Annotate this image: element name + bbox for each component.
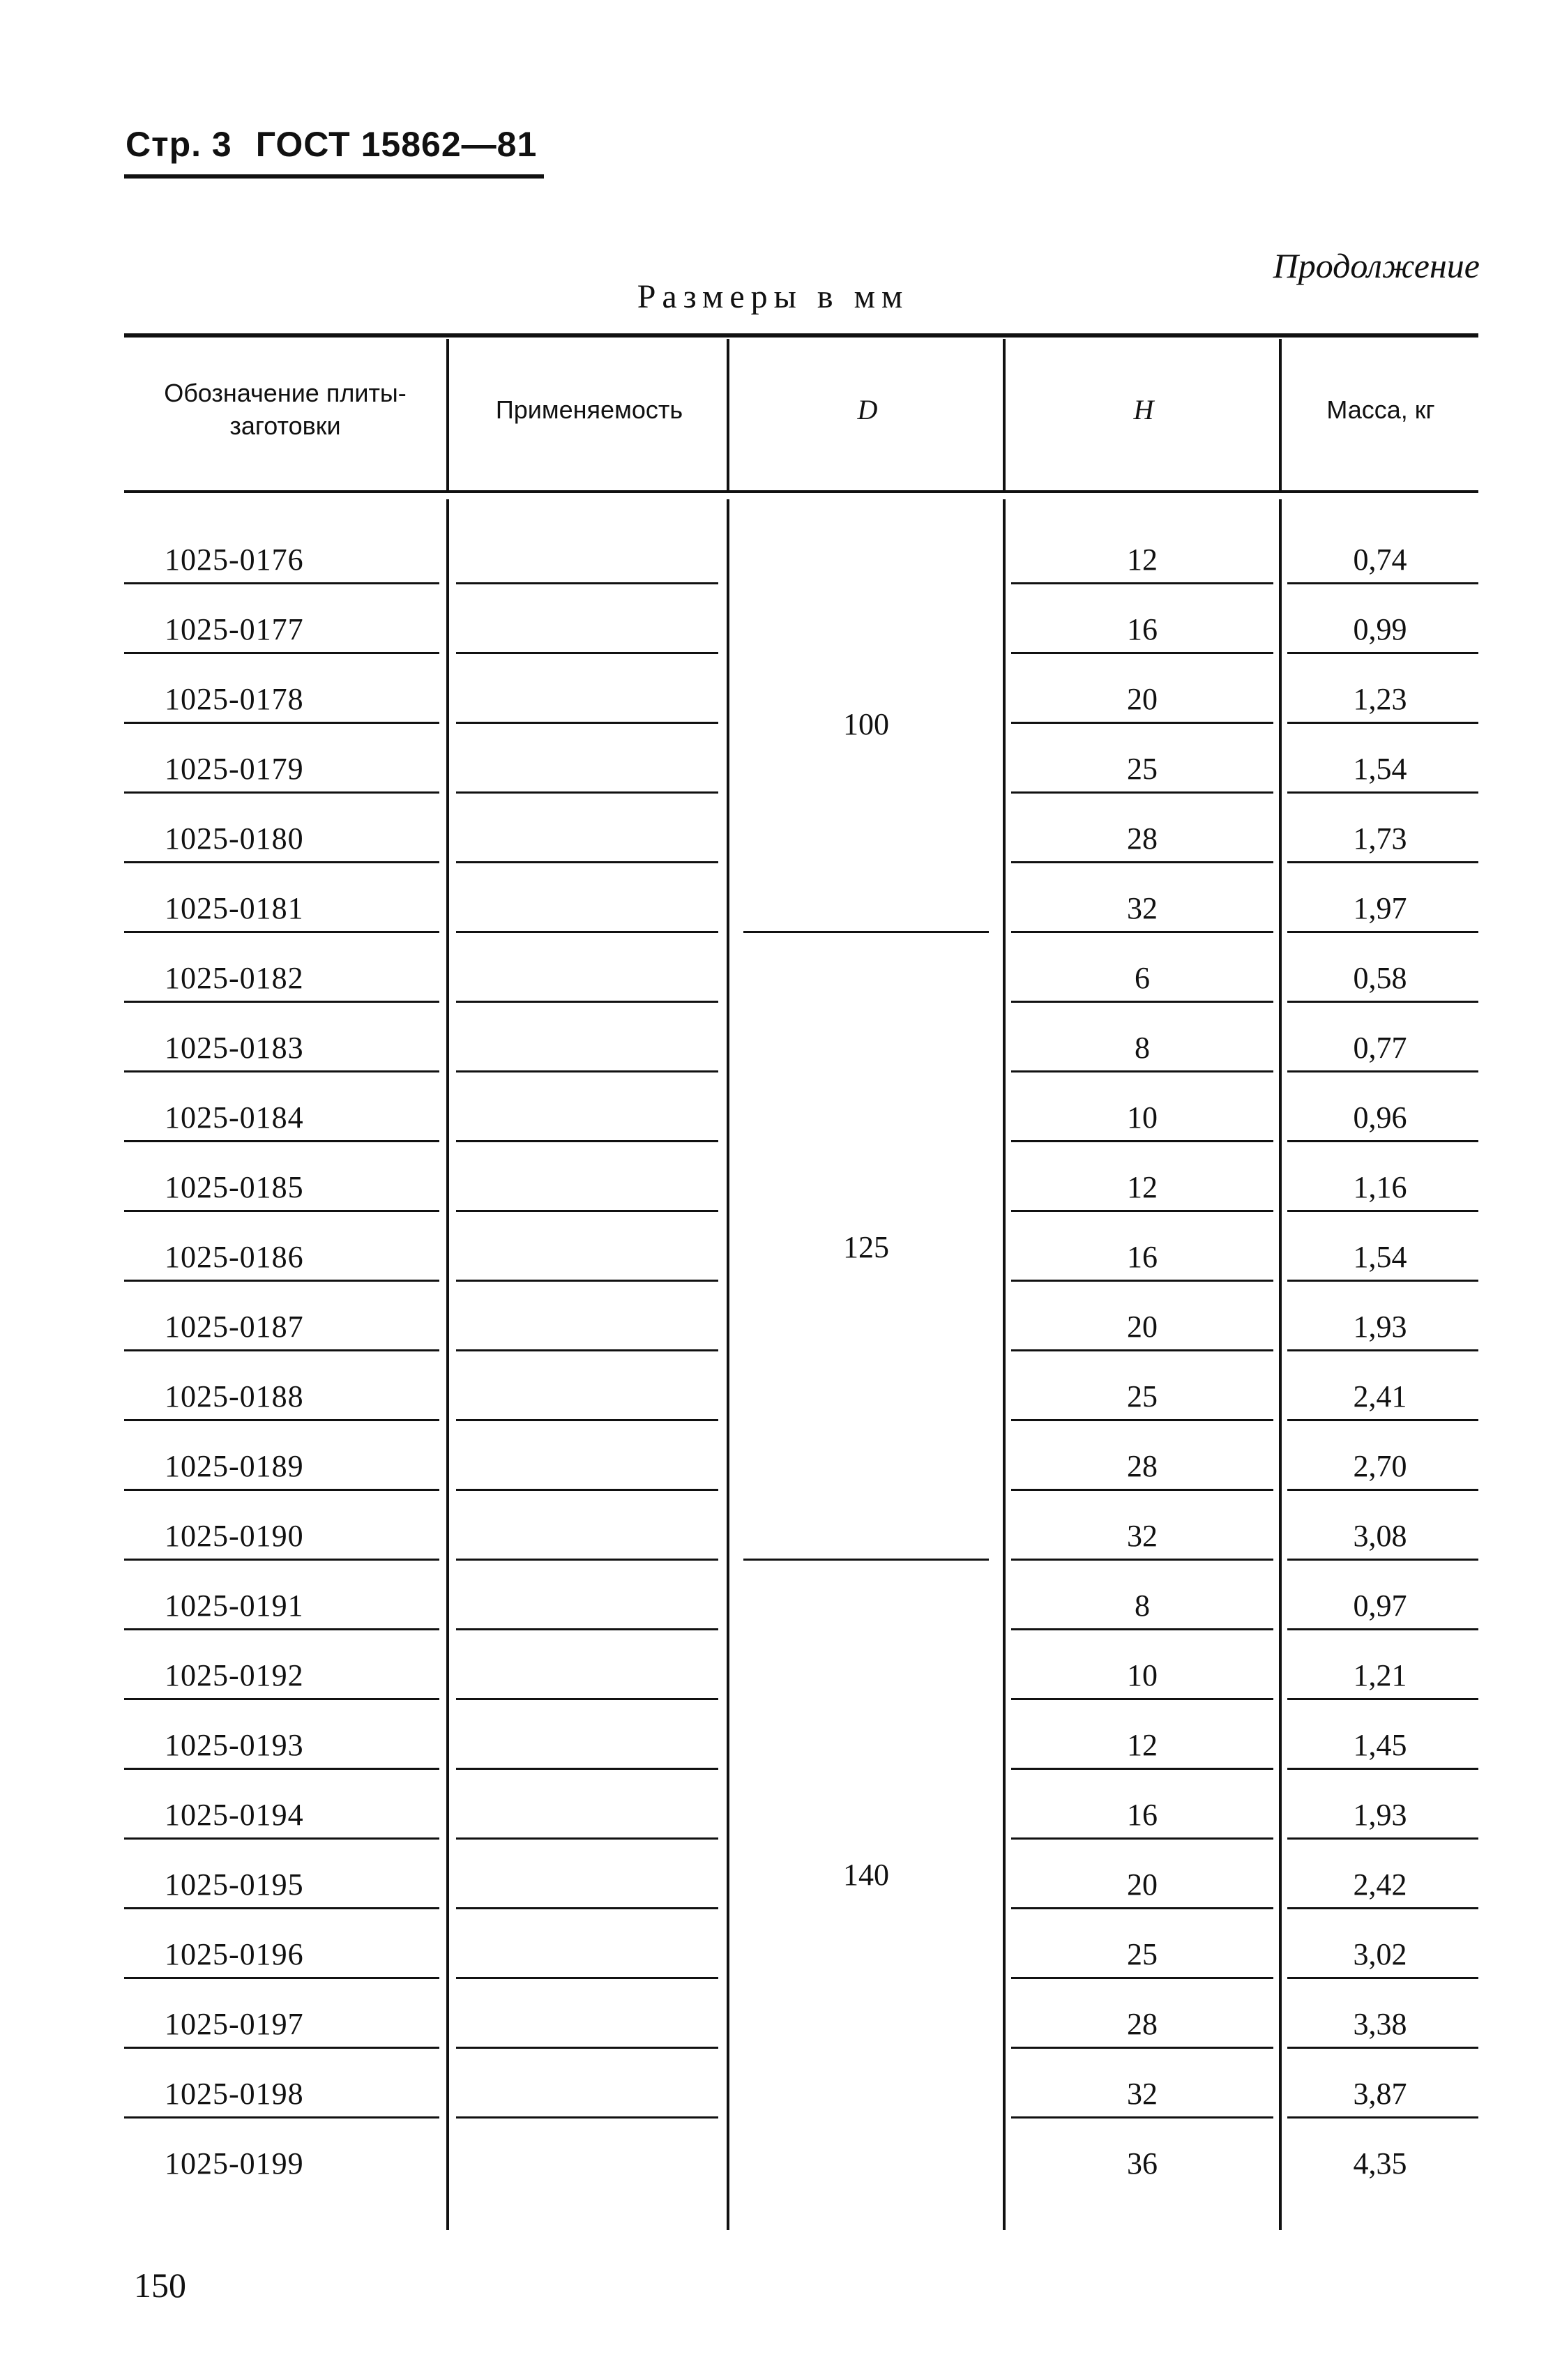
h-cell: 10 xyxy=(1127,1100,1158,1135)
column-divider xyxy=(1003,499,1006,2230)
designation-cell: 1025-0191 xyxy=(165,1589,304,1623)
h-cell: 25 xyxy=(1127,752,1158,786)
designation-cell: 1025-0189 xyxy=(165,1449,304,1483)
col-header-h: H xyxy=(1133,394,1154,425)
h-cell: 8 xyxy=(1135,1031,1150,1065)
row-rule xyxy=(456,1210,718,1212)
header-divider xyxy=(446,339,449,490)
column-divider xyxy=(727,499,729,2230)
page-number: 150 xyxy=(134,2266,186,2305)
d-group-cell: 140 xyxy=(843,1857,889,1892)
continuation-label: Продолжение xyxy=(1273,246,1480,285)
designation-cell: 1025-0183 xyxy=(165,1031,304,1065)
row-rule xyxy=(456,582,718,584)
h-cell: 28 xyxy=(1127,821,1158,856)
mass-cell: 0,77 xyxy=(1353,1031,1407,1065)
page-label: Стр. 3 xyxy=(126,125,232,164)
row-rule xyxy=(456,1001,718,1003)
h-cell: 20 xyxy=(1127,682,1158,716)
mass-cell: 2,42 xyxy=(1353,1867,1407,1902)
designation-cell: 1025-0193 xyxy=(165,1728,304,1762)
mass-cell: 1,97 xyxy=(1353,891,1407,925)
row-rule xyxy=(456,1768,718,1770)
header-divider xyxy=(1003,339,1006,490)
row-rule xyxy=(456,931,718,933)
row-rule xyxy=(456,1907,718,1909)
designation-cell: 1025-0184 xyxy=(165,1100,304,1135)
h-cell: 20 xyxy=(1127,1867,1158,1902)
mass-cell: 2,41 xyxy=(1353,1379,1407,1413)
mass-cell: 0,97 xyxy=(1353,1589,1407,1623)
designation-cell: 1025-0187 xyxy=(165,1310,304,1344)
col-header-d: D xyxy=(857,394,878,425)
row-rule xyxy=(456,2116,718,2118)
mass-cell: 3,08 xyxy=(1353,1519,1407,1553)
row-rule xyxy=(456,1698,718,1700)
mass-cell: 3,38 xyxy=(1353,2007,1407,2041)
designation-cell: 1025-0186 xyxy=(165,1240,304,1274)
designation-cell: 1025-0199 xyxy=(165,2146,304,2181)
mass-cell: 3,87 xyxy=(1353,2077,1407,2111)
designation-cell: 1025-0197 xyxy=(165,2007,304,2041)
mass-cell: 1,93 xyxy=(1353,1310,1407,1344)
mass-cell: 1,54 xyxy=(1353,1240,1407,1274)
d-group-cell: 125 xyxy=(843,1229,889,1264)
col-header-designation: Обозначение плиты-заготовки xyxy=(164,379,407,440)
mass-cell: 0,74 xyxy=(1353,543,1407,577)
row-rule xyxy=(456,861,718,863)
designation-cell: 1025-0195 xyxy=(165,1867,304,1902)
mass-cell: 1,54 xyxy=(1353,752,1407,786)
h-cell: 6 xyxy=(1135,961,1150,995)
col-header-mass: Масса, кг xyxy=(1326,395,1435,424)
h-cell: 25 xyxy=(1127,1937,1158,1971)
mass-cell: 0,99 xyxy=(1353,612,1407,646)
h-cell: 12 xyxy=(1127,1170,1158,1204)
row-rule xyxy=(456,1349,718,1351)
h-cell: 10 xyxy=(1127,1658,1158,1692)
row-rule xyxy=(456,1070,718,1072)
designation-cell: 1025-0194 xyxy=(165,1798,304,1832)
header-underline xyxy=(124,174,544,179)
mass-cell: 4,35 xyxy=(1353,2146,1407,2181)
column-divider xyxy=(446,499,449,2230)
h-cell: 20 xyxy=(1127,1310,1158,1344)
mass-cell: 1,21 xyxy=(1353,1658,1407,1692)
designation-cell: 1025-0198 xyxy=(165,2077,304,2111)
designation-cell: 1025-0181 xyxy=(165,891,304,925)
col-header-applicability: Применяемость xyxy=(495,395,683,424)
mass-cell: 1,16 xyxy=(1353,1170,1407,1204)
designation-cell: 1025-0177 xyxy=(165,612,304,646)
mass-cell: 2,70 xyxy=(1353,1449,1407,1483)
designation-cell: 1025-0180 xyxy=(165,821,304,856)
row-rule xyxy=(456,1280,718,1282)
designation-cell: 1025-0176 xyxy=(165,543,304,577)
h-cell: 36 xyxy=(1127,2146,1158,2181)
mass-cell: 3,02 xyxy=(1353,1937,1407,1971)
row-rule xyxy=(456,1559,718,1561)
designation-cell: 1025-0190 xyxy=(165,1519,304,1553)
row-rule xyxy=(456,652,718,654)
header-divider xyxy=(1279,339,1282,490)
header-bottom-rule xyxy=(124,490,1478,493)
row-rule xyxy=(456,1140,718,1142)
d-group-cell: 100 xyxy=(843,706,889,741)
designation-cell: 1025-0185 xyxy=(165,1170,304,1204)
h-cell: 12 xyxy=(1127,1728,1158,1762)
h-cell: 12 xyxy=(1127,543,1158,577)
column-divider xyxy=(1279,499,1282,2230)
h-cell: 16 xyxy=(1127,1240,1158,1274)
mass-cell: 1,23 xyxy=(1353,682,1407,716)
table-top-rule xyxy=(124,333,1478,338)
mass-cell: 1,73 xyxy=(1353,821,1407,856)
row-rule xyxy=(456,1419,718,1421)
header-divider xyxy=(727,339,729,490)
h-cell: 32 xyxy=(1127,1519,1158,1553)
row-rule xyxy=(456,722,718,724)
row-rule xyxy=(456,1977,718,1979)
row-rule xyxy=(456,1628,718,1630)
h-cell: 16 xyxy=(1127,612,1158,646)
standard-number: ГОСТ 15862—81 xyxy=(255,125,538,164)
units-caption: Размеры в мм xyxy=(637,278,909,315)
designation-cell: 1025-0188 xyxy=(165,1379,304,1413)
mass-cell: 0,96 xyxy=(1353,1100,1407,1135)
h-cell: 32 xyxy=(1127,2077,1158,2111)
row-rule xyxy=(456,791,718,794)
mass-cell: 1,45 xyxy=(1353,1728,1407,1762)
mass-cell: 1,93 xyxy=(1353,1798,1407,1832)
h-cell: 25 xyxy=(1127,1379,1158,1413)
row-rule xyxy=(456,1489,718,1491)
designation-cell: 1025-0182 xyxy=(165,961,304,995)
h-cell: 28 xyxy=(1127,2007,1158,2041)
h-cell: 16 xyxy=(1127,1798,1158,1832)
designation-cell: 1025-0192 xyxy=(165,1658,304,1692)
h-cell: 28 xyxy=(1127,1449,1158,1483)
designation-cell: 1025-0196 xyxy=(165,1937,304,1971)
h-cell: 32 xyxy=(1127,891,1158,925)
mass-cell: 0,58 xyxy=(1353,961,1407,995)
page-header xyxy=(126,124,537,165)
row-rule xyxy=(456,2047,718,2049)
h-cell: 8 xyxy=(1135,1589,1150,1623)
designation-cell: 1025-0179 xyxy=(165,752,304,786)
designation-cell: 1025-0178 xyxy=(165,682,304,716)
row-rule xyxy=(456,1837,718,1840)
